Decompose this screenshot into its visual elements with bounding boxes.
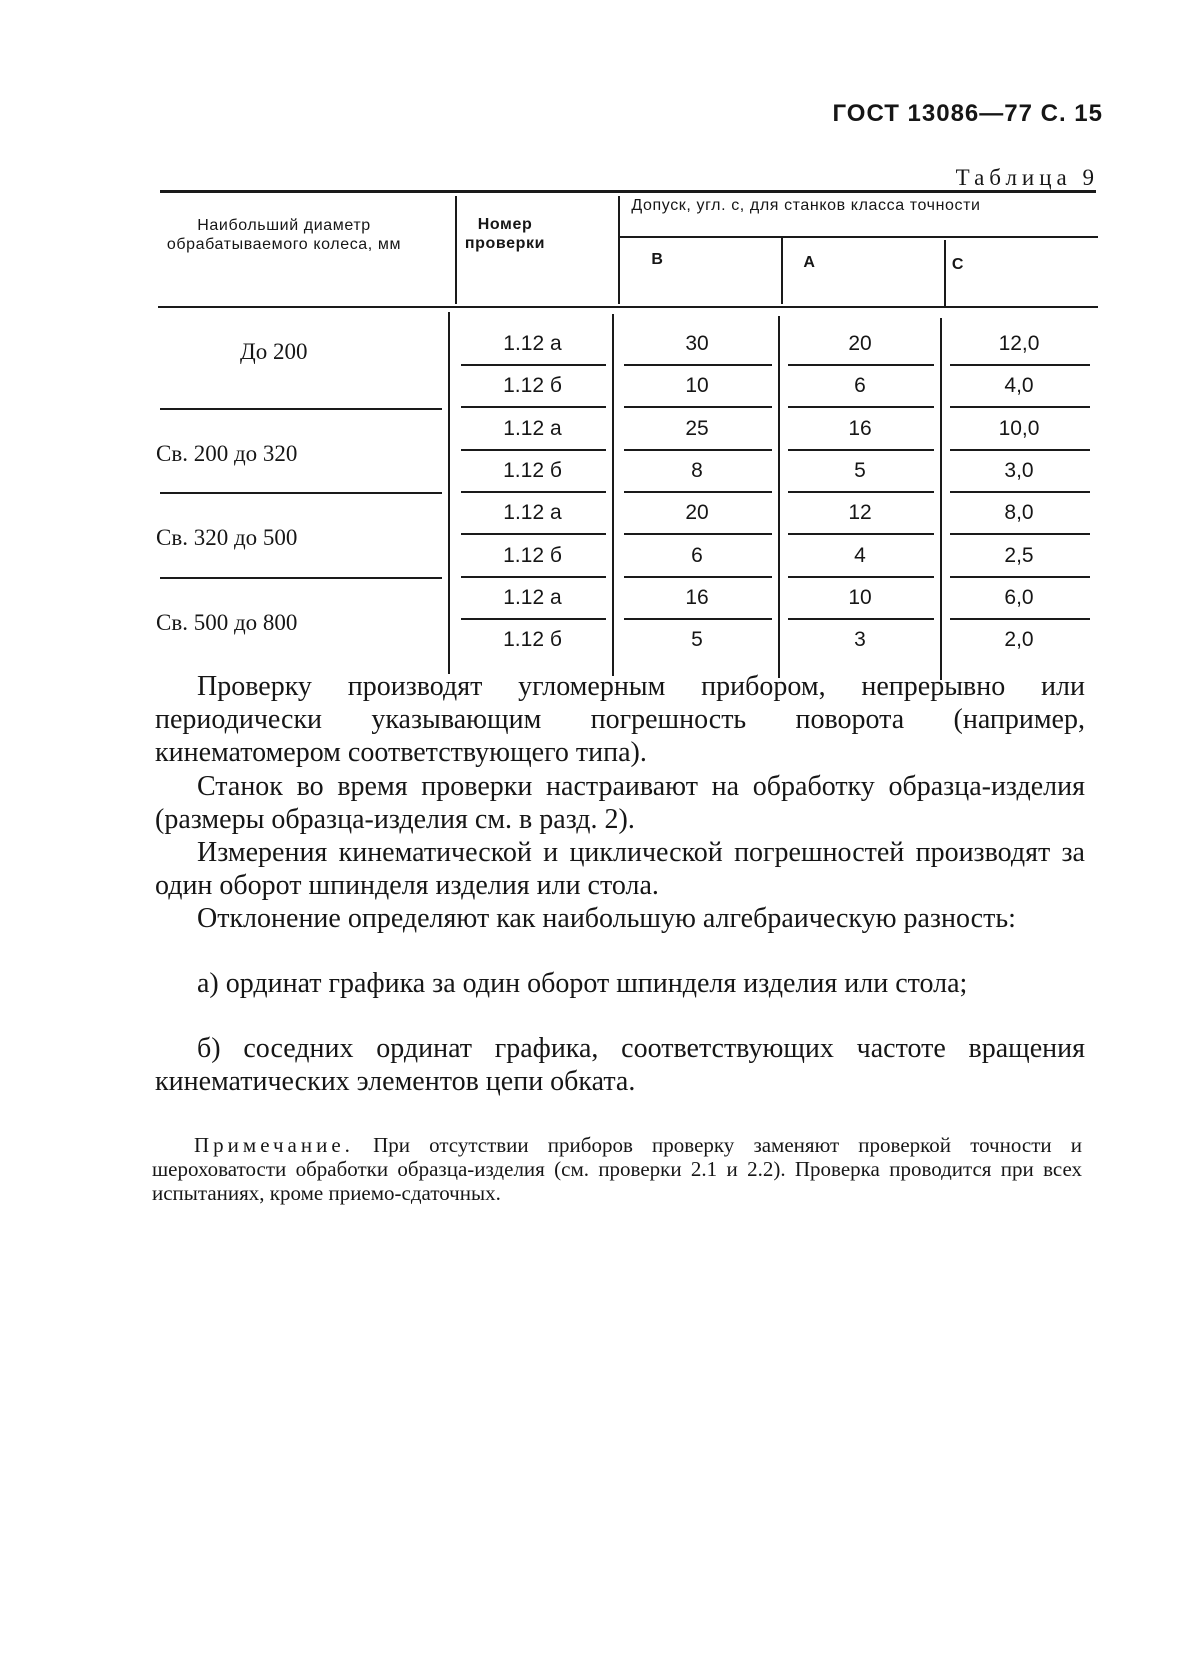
cell-underline (950, 449, 1090, 451)
table-cell-check: 1.12 а (503, 501, 562, 525)
header-vline-1 (455, 196, 457, 304)
table-cell-c: 2,5 (1004, 543, 1034, 567)
table-cell-b: 6 (691, 543, 703, 567)
cell-underline (461, 406, 606, 408)
col-header-class-a: А (803, 254, 816, 271)
table-cell-a: 4 (854, 543, 866, 567)
table-cell-check: 1.12 а (503, 332, 562, 355)
cell-underline (624, 618, 772, 620)
table-cell-a: 10 (848, 585, 872, 609)
body-vline-3 (778, 316, 780, 678)
cell-underline (461, 576, 606, 578)
cell-underline (788, 618, 934, 620)
row-label-diameter: Св. 200 до 320 (156, 440, 298, 466)
body-vline-1 (448, 312, 450, 674)
cell-underline (461, 449, 606, 451)
table-cell-b: 10 (685, 374, 709, 398)
header-bottom-rule (158, 306, 1098, 308)
note-label: Примечание. (194, 1133, 354, 1157)
table-cell-c: 12,0 (998, 332, 1040, 355)
table-cell-check: 1.12 б (503, 628, 562, 652)
list-item-b: б) соседних ординат графика, соответствующих частоте вращения кинематических элементов цепи обката. (155, 1033, 1085, 1097)
cell-underline (950, 364, 1090, 366)
table-top-rule (160, 190, 1096, 193)
table-cell-b: 20 (685, 501, 709, 525)
table-cell-c: 4,0 (1004, 374, 1034, 398)
list-item-a: а) ординат графика за один оборот шпинделя изделия или стола; (197, 968, 968, 999)
note (152, 1133, 1082, 1205)
table-cell-check: 1.12 б (503, 374, 562, 398)
row-label-diameter: Св. 500 до 800 (156, 610, 298, 636)
table-cell-b: 16 (685, 585, 709, 609)
cell-underline (788, 364, 934, 366)
row-label-diameter: До 200 (240, 339, 308, 365)
col-header-class-b: В (651, 251, 664, 268)
cell-underline (950, 576, 1090, 578)
table-cell-a: 6 (854, 374, 866, 398)
table-cell-c: 3,0 (1004, 458, 1034, 482)
table-cell-a: 12 (848, 501, 872, 525)
group-separator (160, 577, 442, 579)
cell-underline (788, 533, 934, 535)
cell-underline (950, 491, 1090, 493)
cell-underline (950, 533, 1090, 535)
table-cell-c: 6,0 (1004, 585, 1034, 609)
cell-underline (788, 491, 934, 493)
table-cell-a: 20 (848, 332, 872, 355)
body-vline-2 (612, 314, 614, 676)
cell-underline (461, 618, 606, 620)
cell-underline (461, 533, 606, 535)
cell-underline (624, 406, 772, 408)
table-cell-b: 25 (685, 416, 709, 440)
table-cell-a: 16 (848, 416, 872, 440)
header-vline-4 (944, 240, 946, 306)
page-header: ГОСТ 13086—77 С. 15 (832, 100, 1103, 127)
header-subrule (620, 236, 1098, 238)
paragraph-1: Проверку производят угломерным прибором, непрерывно или периодически указывающим погрешность поворота (например, кинематомером соответствующего типа). (155, 671, 1085, 768)
cell-underline (461, 491, 606, 493)
group-separator (160, 492, 442, 494)
paragraph-2: Станок во время проверки настраивают на обработку образца-изделия (размеры образца-изделия см. в разд. 2). (155, 771, 1085, 835)
cell-underline (950, 406, 1090, 408)
col-header-tolerance: Допуск, угл. с, для станков класса точности (631, 197, 981, 214)
table-cell-a: 3 (854, 628, 866, 652)
body-vline-4 (940, 318, 942, 680)
table-cell-c: 2,0 (1004, 628, 1034, 652)
col-header-class-c: С (951, 256, 965, 273)
cell-underline (624, 364, 772, 366)
cell-underline (788, 449, 934, 451)
table-cell-c: 8,0 (1004, 501, 1034, 525)
table-cell-check: 1.12 б (503, 458, 562, 482)
cell-underline (788, 576, 934, 578)
header-vline-3 (781, 238, 783, 304)
table-cell-check: 1.12 б (503, 543, 562, 567)
table-cell-a: 5 (854, 458, 866, 482)
paragraph-3: Измерения кинематической и циклической погрешностей производят за один оборот шпинделя изделия или стола. (155, 837, 1085, 901)
cell-underline (461, 364, 606, 366)
header-vline-2 (618, 196, 620, 304)
table-caption: Таблица 9 (955, 165, 1099, 190)
group-separator (160, 408, 442, 410)
cell-underline (624, 449, 772, 451)
note-text: При отсутствии приборов проверку заменяют проверкой точности и шероховатости обработки образца-изделия (см. проверки 2.1 и 2.2). Проверка проводится при всех испытаниях, кроме приемо-сдаточных. (152, 1133, 1082, 1205)
col-header-diameter: Наибольший диаметр обрабатываемого колеса, мм (166, 217, 402, 253)
cell-underline (624, 576, 772, 578)
paragraph-4: Отклонение определяют как наибольшую алгебраическую разность: (197, 903, 1016, 934)
cell-underline (624, 533, 772, 535)
cell-underline (624, 491, 772, 493)
table-cell-check: 1.12 а (503, 585, 562, 609)
cell-underline (950, 618, 1090, 620)
row-label-diameter: Св. 320 до 500 (156, 525, 298, 551)
col-header-check: Номер проверки (464, 216, 546, 252)
table-cell-b: 8 (691, 458, 703, 482)
table-cell-b: 5 (691, 628, 703, 652)
cell-underline (788, 406, 934, 408)
table-cell-c: 10,0 (998, 416, 1040, 440)
table-cell-b: 30 (685, 332, 709, 355)
table-cell-check: 1.12 а (503, 416, 562, 440)
